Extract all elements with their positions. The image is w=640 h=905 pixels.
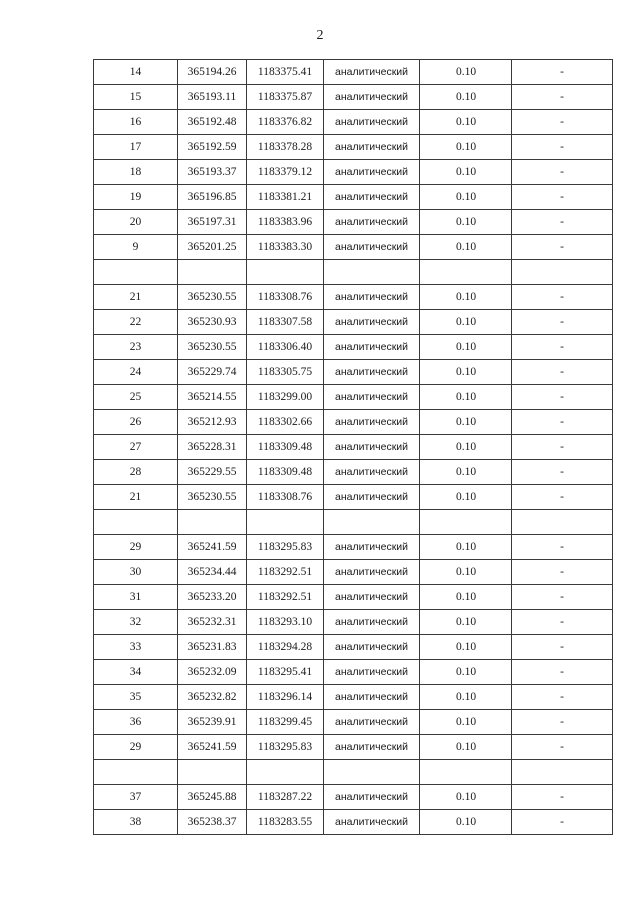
table-row (94, 210, 613, 235)
y-coordinate-cell: 1183375.87 (247, 85, 324, 110)
point-number-cell: 22 (94, 310, 178, 335)
note-cell: - (512, 360, 613, 385)
method-cell: аналитический (324, 110, 420, 135)
x-coordinate-cell: 365241.59 (178, 535, 247, 560)
table-row (94, 135, 613, 160)
table-row (94, 185, 613, 210)
accuracy-cell: 0.10 (420, 185, 512, 210)
point-number-cell: 21 (94, 285, 178, 310)
empty-cell (512, 760, 613, 785)
accuracy-cell: 0.10 (420, 485, 512, 510)
table-row (94, 160, 613, 185)
method-cell: аналитический (324, 85, 420, 110)
point-number-cell: 29 (94, 735, 178, 760)
method-cell: аналитический (324, 610, 420, 635)
y-coordinate-cell: 1183295.83 (247, 535, 324, 560)
note-cell: - (512, 235, 613, 260)
separator-row (94, 260, 613, 285)
note-cell: - (512, 485, 613, 510)
point-number-cell: 30 (94, 560, 178, 585)
point-number-cell: 17 (94, 135, 178, 160)
note-cell: - (512, 110, 613, 135)
x-coordinate-cell: 365230.55 (178, 285, 247, 310)
page-number: 2 (316, 28, 324, 43)
note-cell: - (512, 185, 613, 210)
y-coordinate-cell: 1183302.66 (247, 410, 324, 435)
accuracy-cell: 0.10 (420, 160, 512, 185)
accuracy-cell: 0.10 (420, 585, 512, 610)
accuracy-cell: 0.10 (420, 410, 512, 435)
method-cell: аналитический (324, 310, 420, 335)
x-coordinate-cell: 365201.25 (178, 235, 247, 260)
empty-cell (178, 260, 247, 285)
accuracy-cell: 0.10 (420, 460, 512, 485)
accuracy-cell: 0.10 (420, 335, 512, 360)
method-cell: аналитический (324, 435, 420, 460)
accuracy-cell: 0.10 (420, 85, 512, 110)
empty-cell (324, 260, 420, 285)
method-cell: аналитический (324, 210, 420, 235)
table-row (94, 310, 613, 335)
x-coordinate-cell: 365228.31 (178, 435, 247, 460)
table-row (94, 435, 613, 460)
x-coordinate-cell: 365229.74 (178, 360, 247, 385)
table-row (94, 785, 613, 810)
point-number-cell: 29 (94, 535, 178, 560)
accuracy-cell: 0.10 (420, 235, 512, 260)
method-cell: аналитический (324, 810, 420, 835)
x-coordinate-cell: 365230.55 (178, 335, 247, 360)
table-row (94, 635, 613, 660)
table-row (94, 660, 613, 685)
accuracy-cell: 0.10 (420, 610, 512, 635)
x-coordinate-cell: 365230.55 (178, 485, 247, 510)
note-cell: - (512, 135, 613, 160)
note-cell: - (512, 60, 613, 85)
point-number-cell: 9 (94, 235, 178, 260)
x-coordinate-cell: 365241.59 (178, 735, 247, 760)
table-row (94, 560, 613, 585)
method-cell: аналитический (324, 660, 420, 685)
table-row (94, 710, 613, 735)
method-cell: аналитический (324, 535, 420, 560)
table-row (94, 360, 613, 385)
empty-cell (94, 760, 178, 785)
y-coordinate-cell: 1183308.76 (247, 285, 324, 310)
point-number-cell: 23 (94, 335, 178, 360)
empty-cell (512, 510, 613, 535)
y-coordinate-cell: 1183309.48 (247, 460, 324, 485)
y-coordinate-cell: 1183307.58 (247, 310, 324, 335)
method-cell: аналитический (324, 460, 420, 485)
empty-cell (420, 510, 512, 535)
note-cell: - (512, 410, 613, 435)
method-cell: аналитический (324, 385, 420, 410)
accuracy-cell: 0.10 (420, 435, 512, 460)
method-cell: аналитический (324, 135, 420, 160)
x-coordinate-cell: 365232.09 (178, 660, 247, 685)
accuracy-cell: 0.10 (420, 210, 512, 235)
x-coordinate-cell: 365231.83 (178, 635, 247, 660)
note-cell: - (512, 660, 613, 685)
point-number-cell: 26 (94, 410, 178, 435)
note-cell: - (512, 710, 613, 735)
point-number-cell: 36 (94, 710, 178, 735)
y-coordinate-cell: 1183293.10 (247, 610, 324, 635)
point-number-cell: 32 (94, 610, 178, 635)
y-coordinate-cell: 1183283.55 (247, 810, 324, 835)
point-number-cell: 20 (94, 210, 178, 235)
point-number-cell: 14 (94, 60, 178, 85)
x-coordinate-cell: 365232.82 (178, 685, 247, 710)
accuracy-cell: 0.10 (420, 535, 512, 560)
table-row (94, 685, 613, 710)
note-cell: - (512, 685, 613, 710)
empty-cell (512, 260, 613, 285)
empty-cell (94, 260, 178, 285)
note-cell: - (512, 610, 613, 635)
x-coordinate-cell: 365234.44 (178, 560, 247, 585)
note-cell: - (512, 285, 613, 310)
point-number-cell: 37 (94, 785, 178, 810)
accuracy-cell: 0.10 (420, 310, 512, 335)
x-coordinate-cell: 365238.37 (178, 810, 247, 835)
point-number-cell: 35 (94, 685, 178, 710)
method-cell: аналитический (324, 160, 420, 185)
accuracy-cell: 0.10 (420, 385, 512, 410)
x-coordinate-cell: 365232.31 (178, 610, 247, 635)
note-cell: - (512, 85, 613, 110)
empty-cell (324, 510, 420, 535)
x-coordinate-cell: 365197.31 (178, 210, 247, 235)
x-coordinate-cell: 365192.59 (178, 135, 247, 160)
table-row (94, 460, 613, 485)
empty-cell (247, 510, 324, 535)
y-coordinate-cell: 1183299.45 (247, 710, 324, 735)
method-cell: аналитический (324, 60, 420, 85)
note-cell: - (512, 460, 613, 485)
point-number-cell: 34 (94, 660, 178, 685)
point-number-cell: 24 (94, 360, 178, 385)
note-cell: - (512, 160, 613, 185)
accuracy-cell: 0.10 (420, 785, 512, 810)
point-number-cell: 18 (94, 160, 178, 185)
accuracy-cell: 0.10 (420, 285, 512, 310)
accuracy-cell: 0.10 (420, 810, 512, 835)
note-cell: - (512, 785, 613, 810)
y-coordinate-cell: 1183383.96 (247, 210, 324, 235)
point-number-cell: 38 (94, 810, 178, 835)
y-coordinate-cell: 1183287.22 (247, 785, 324, 810)
empty-cell (324, 760, 420, 785)
y-coordinate-cell: 1183376.82 (247, 110, 324, 135)
note-cell: - (512, 585, 613, 610)
y-coordinate-cell: 1183375.41 (247, 60, 324, 85)
y-coordinate-cell: 1183383.30 (247, 235, 324, 260)
method-cell: аналитический (324, 635, 420, 660)
coordinates-table-body (94, 60, 613, 835)
empty-cell (247, 260, 324, 285)
y-coordinate-cell: 1183379.12 (247, 160, 324, 185)
point-number-cell: 15 (94, 85, 178, 110)
accuracy-cell: 0.10 (420, 60, 512, 85)
note-cell: - (512, 335, 613, 360)
table-row (94, 60, 613, 85)
x-coordinate-cell: 365230.93 (178, 310, 247, 335)
point-number-cell: 27 (94, 435, 178, 460)
table-row (94, 610, 613, 635)
point-number-cell: 25 (94, 385, 178, 410)
table-row (94, 85, 613, 110)
method-cell: аналитический (324, 360, 420, 385)
empty-cell (178, 760, 247, 785)
note-cell: - (512, 560, 613, 585)
y-coordinate-cell: 1183309.48 (247, 435, 324, 460)
x-coordinate-cell: 365214.55 (178, 385, 247, 410)
point-number-cell: 31 (94, 585, 178, 610)
y-coordinate-cell: 1183292.51 (247, 585, 324, 610)
accuracy-cell: 0.10 (420, 635, 512, 660)
x-coordinate-cell: 365196.85 (178, 185, 247, 210)
accuracy-cell: 0.10 (420, 110, 512, 135)
y-coordinate-cell: 1183308.76 (247, 485, 324, 510)
note-cell: - (512, 635, 613, 660)
empty-cell (247, 760, 324, 785)
note-cell: - (512, 735, 613, 760)
table-row (94, 110, 613, 135)
y-coordinate-cell: 1183296.14 (247, 685, 324, 710)
method-cell: аналитический (324, 285, 420, 310)
table-row (94, 235, 613, 260)
empty-cell (94, 510, 178, 535)
y-coordinate-cell: 1183378.28 (247, 135, 324, 160)
table-row (94, 335, 613, 360)
accuracy-cell: 0.10 (420, 710, 512, 735)
point-number-cell: 21 (94, 485, 178, 510)
y-coordinate-cell: 1183295.41 (247, 660, 324, 685)
point-number-cell: 33 (94, 635, 178, 660)
accuracy-cell: 0.10 (420, 685, 512, 710)
method-cell: аналитический (324, 485, 420, 510)
empty-cell (420, 260, 512, 285)
table-row (94, 735, 613, 760)
point-number-cell: 19 (94, 185, 178, 210)
table-row (94, 535, 613, 560)
empty-cell (178, 510, 247, 535)
x-coordinate-cell: 365245.88 (178, 785, 247, 810)
x-coordinate-cell: 365193.11 (178, 85, 247, 110)
accuracy-cell: 0.10 (420, 360, 512, 385)
table-row (94, 485, 613, 510)
point-number-cell: 28 (94, 460, 178, 485)
table-row (94, 285, 613, 310)
method-cell: аналитический (324, 785, 420, 810)
empty-cell (420, 760, 512, 785)
method-cell: аналитический (324, 410, 420, 435)
table-row (94, 410, 613, 435)
coordinates-table (93, 59, 613, 835)
y-coordinate-cell: 1183305.75 (247, 360, 324, 385)
method-cell: аналитический (324, 735, 420, 760)
point-number-cell: 16 (94, 110, 178, 135)
separator-row (94, 760, 613, 785)
accuracy-cell: 0.10 (420, 660, 512, 685)
method-cell: аналитический (324, 585, 420, 610)
separator-row (94, 510, 613, 535)
note-cell: - (512, 535, 613, 560)
y-coordinate-cell: 1183299.00 (247, 385, 324, 410)
x-coordinate-cell: 365193.37 (178, 160, 247, 185)
accuracy-cell: 0.10 (420, 560, 512, 585)
note-cell: - (512, 210, 613, 235)
method-cell: аналитический (324, 335, 420, 360)
method-cell: аналитический (324, 710, 420, 735)
x-coordinate-cell: 365194.26 (178, 60, 247, 85)
x-coordinate-cell: 365239.91 (178, 710, 247, 735)
note-cell: - (512, 810, 613, 835)
y-coordinate-cell: 1183294.28 (247, 635, 324, 660)
y-coordinate-cell: 1183381.21 (247, 185, 324, 210)
method-cell: аналитический (324, 685, 420, 710)
note-cell: - (512, 435, 613, 460)
method-cell: аналитический (324, 560, 420, 585)
x-coordinate-cell: 365192.48 (178, 110, 247, 135)
note-cell: - (512, 310, 613, 335)
y-coordinate-cell: 1183306.40 (247, 335, 324, 360)
y-coordinate-cell: 1183292.51 (247, 560, 324, 585)
table-row (94, 385, 613, 410)
x-coordinate-cell: 365233.20 (178, 585, 247, 610)
table-row (94, 585, 613, 610)
method-cell: аналитический (324, 235, 420, 260)
accuracy-cell: 0.10 (420, 735, 512, 760)
accuracy-cell: 0.10 (420, 135, 512, 160)
table-row (94, 810, 613, 835)
y-coordinate-cell: 1183295.83 (247, 735, 324, 760)
method-cell: аналитический (324, 185, 420, 210)
x-coordinate-cell: 365229.55 (178, 460, 247, 485)
note-cell: - (512, 385, 613, 410)
x-coordinate-cell: 365212.93 (178, 410, 247, 435)
